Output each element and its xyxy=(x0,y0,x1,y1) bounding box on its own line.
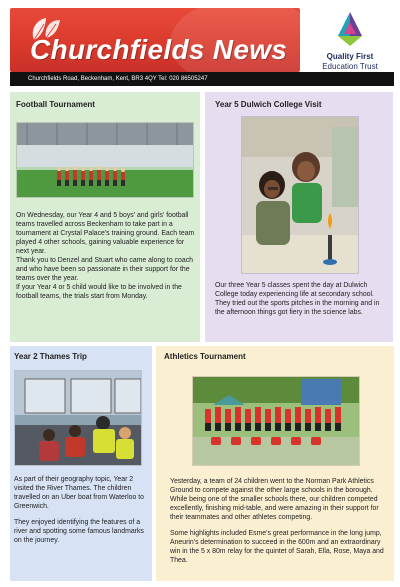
thames-paragraph: As part of their geography topic, Year 2 visited the River Thames. The children travelled on an Uber boat from Waterloo to Greenwich. xyxy=(14,476,144,510)
football-heading: Football Tournament xyxy=(16,100,95,109)
trust-name-line1: Quality First xyxy=(326,52,374,61)
football-team-photo xyxy=(16,122,194,198)
thames-paragraph: They enjoyed identifying the features of a river and spotting some famous landmarks on the journey. xyxy=(14,518,144,544)
dulwich-article: Our three Year 5 classes spent the day at Dulwich College today experiencing life at secondary school. They tried out the sports pitches in the morning and in the afternoon things got fiery in the science labs. xyxy=(215,282,380,316)
athletics-team-photo xyxy=(192,376,360,466)
football-paragraph: If your Year 4 or 5 child would like to be involved in the football teams, the trials start from Monday. xyxy=(16,283,182,300)
thames-heading: Year 2 Thames Trip xyxy=(14,352,87,361)
trust-triangle-icon xyxy=(336,10,364,50)
thames-article xyxy=(14,476,148,546)
newsletter-title: Churchfields News xyxy=(30,34,288,65)
football-paragraph: On Wednesday, our Year 4 and 5 boys' and girls' football teams travelled across Beckenham to take part in a tournament at Crystal Palace's training ground. Each team played 4 other schools, gaining valuable experience for next year. xyxy=(16,212,195,255)
football-tournament-panel xyxy=(10,92,200,342)
athletics-paragraph: Some highlights included Esme's great performance in the long jump, Aneurin's determination to succeed in the 600m and an extraordinary win in the 5 x 80m relay for the quintet of Sarah, Ella, Rose, Maya and Thea. xyxy=(170,529,384,564)
athletics-heading: Athletics Tournament xyxy=(164,352,246,361)
football-paragraph: Thank you to Denzel and Stuart who came along to coach and who have been so passionate in their support for the teams over the year. xyxy=(16,256,193,282)
athletics-tournament-panel xyxy=(156,346,394,581)
trust-logo xyxy=(300,8,400,72)
dulwich-science-lab-photo xyxy=(241,116,359,274)
thames-trip-panel xyxy=(10,346,152,581)
thames-boat-photo xyxy=(14,370,142,466)
athletics-article xyxy=(170,478,388,566)
dulwich-visit-panel xyxy=(205,92,393,342)
dulwich-heading: Year 5 Dulwich College Visit xyxy=(215,100,322,109)
trust-name-line2: Education Trust xyxy=(322,62,378,71)
newsletter-banner xyxy=(10,8,300,72)
masthead xyxy=(0,0,400,72)
football-article xyxy=(16,212,196,302)
athletics-paragraph: Yesterday, a team of 24 children went to the Norman Park Athletics Ground to compete against the other large schools in the borough. While being one of the smaller schools there, our children competed excellently, finishing mid-table, and were amazing in their support for their teammates and other athletes competing. xyxy=(170,478,379,521)
school-address-bar: Churchfields Road, Beckenham, Kent, BR3 4QY Tel: 020 86505247 xyxy=(10,72,394,86)
